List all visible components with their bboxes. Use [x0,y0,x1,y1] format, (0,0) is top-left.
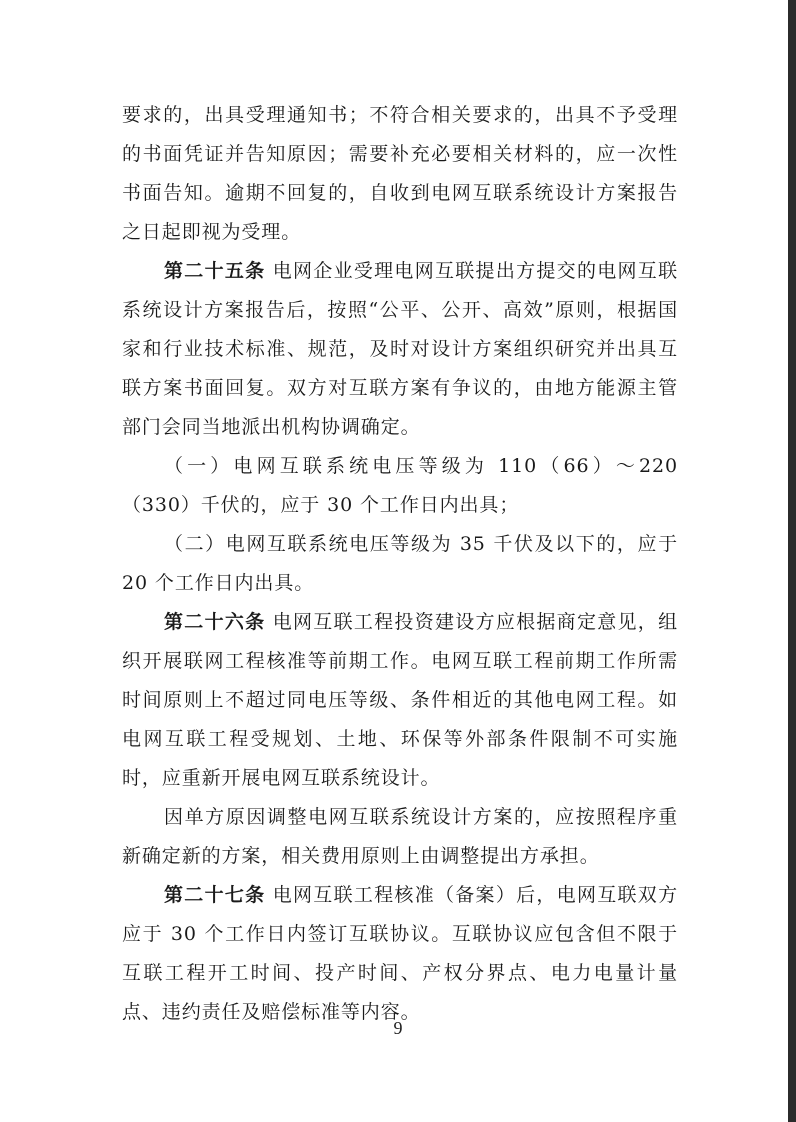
document-body [122,96,678,1032]
paragraph-text: （二）电网互联系统电压等级为 35 千伏及以下的，应于 20 个工作日内出具。 [122,533,678,594]
article-heading: 第二十七条 [164,884,266,906]
paragraph-text: 因单方原因调整电网互联系统设计方案的，应按照程序重新确定新的方案，相关费用原则上由调整提出方承担。 [122,806,678,867]
page-number: 9 [393,1018,403,1038]
paragraph-continuation [122,96,678,252]
page-edge-border [788,0,796,1122]
paragraph-item-2 [122,525,678,603]
article-heading: 第二十六条 [164,611,266,633]
paragraph-adjustment [122,798,678,876]
paragraph-article-27 [122,876,678,1032]
paragraph-text: 电网互联工程投资建设方应根据商定意见，组织开展联网工程核准等前期工作。电网互联工程前期工作所需时间原则上不超过同电压等级、条件相近的其他电网工程。如电网互联工程受规划、土地、环保等外部条件限制不可实施时，应重新开展电网互联系统设计。 [122,611,678,789]
paragraph-text: 电网互联工程核准（备案）后，电网互联双方应于 30 个工作日内签订互联协议。互联协议应包含但不限于互联工程开工时间、投产时间、产权分界点、电力电量计量点、违约责任及赔偿标准等内容。 [122,884,678,1023]
paragraph-text: 电网企业受理电网互联提出方提交的电网互联系统设计方案报告后，按照“公平、公开、高效”原则，根据国家和行业技术标准、规范，及时对设计方案组织研究并出具互联方案书面回复。双方对互联方案有争议的，由地方能源主管部门会同当地派出机构协调确定。 [122,260,678,438]
paragraph-article-25 [122,252,678,447]
paragraph-text: 要求的，出具受理通知书；不符合相关要求的，出具不予受理的书面凭证并告知原因；需要补充必要相关材料的，应一次性书面告知。逾期不回复的，自收到电网互联系统设计方案报告之日起即视为受理。 [122,104,678,243]
paragraph-item-1 [122,447,678,525]
paragraph-article-26 [122,603,678,798]
paragraph-text: （一）电网互联系统电压等级为 110（66）～220（330）千伏的，应于 30 个工作日内出具； [122,455,678,516]
article-heading: 第二十五条 [164,260,266,282]
